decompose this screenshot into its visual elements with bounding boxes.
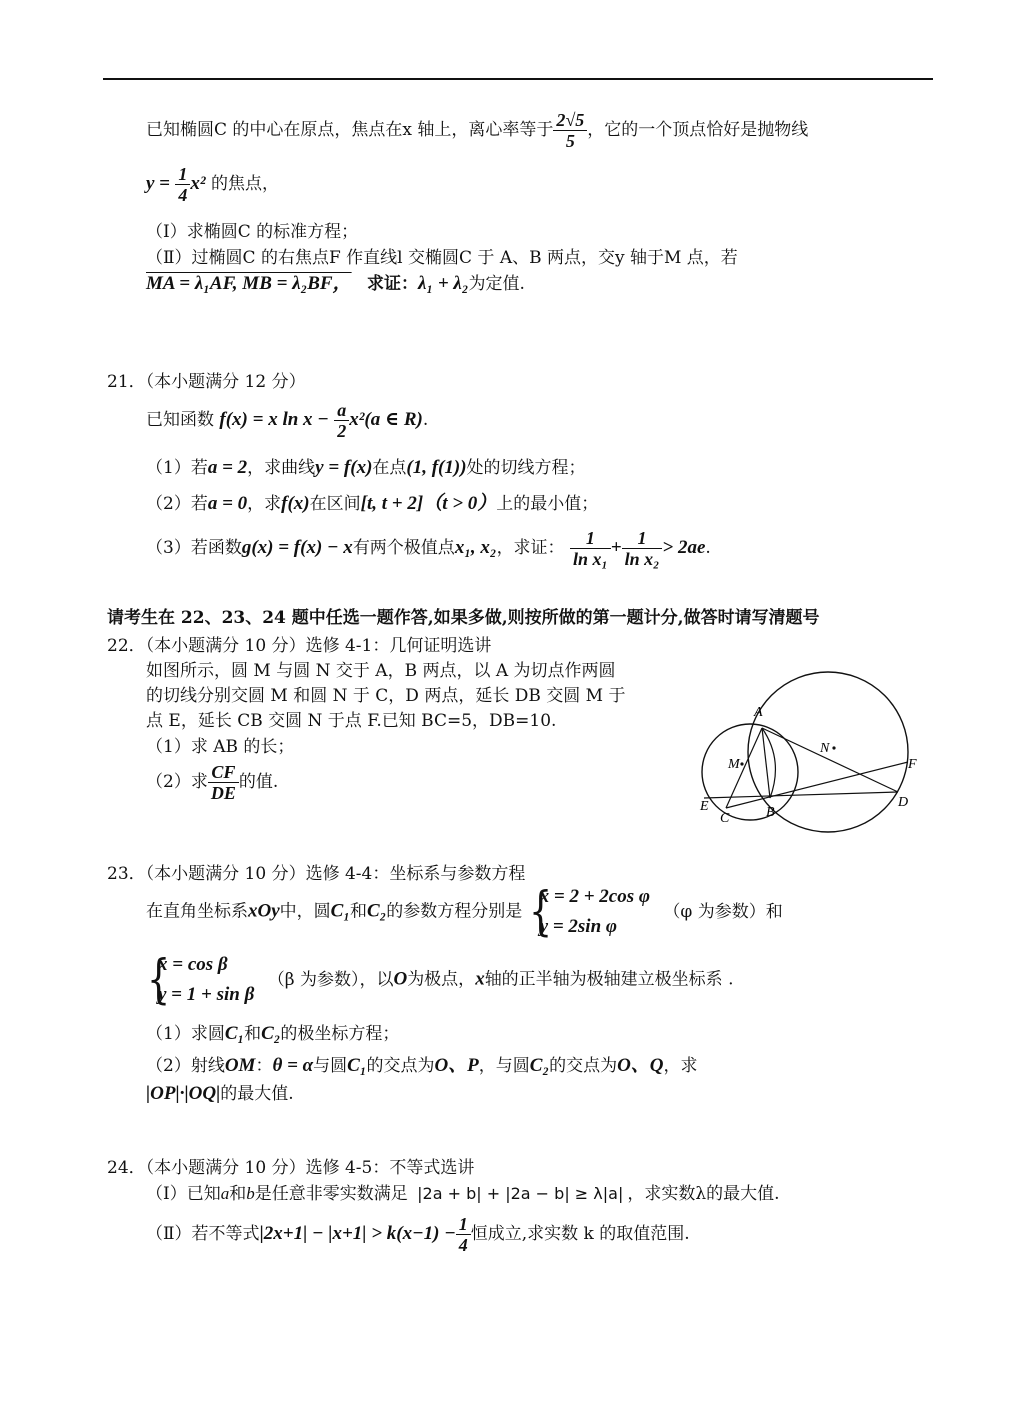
q24-s2-tail: 恒成立,求实数 k 的取值范围. <box>470 1224 690 1244</box>
q22-line3: 点 E，延长 CB 交圆 N 于点 F.已知 BC=5，DB=10. <box>146 711 557 731</box>
s1-at: 在点 <box>372 458 407 478</box>
q23-s1-c1: C₁ <box>224 1023 245 1044</box>
de-den: DE <box>210 783 236 803</box>
segment-cf <box>726 762 908 808</box>
q23-s2-mid1: 与圆 <box>313 1056 348 1076</box>
origin-o: O <box>393 968 408 990</box>
q24-a: a <box>220 1184 230 1203</box>
s3-n2: 1 <box>622 528 663 549</box>
cf-num: CF <box>208 762 239 783</box>
q23-s2-mid4: 的交点为 <box>549 1056 618 1076</box>
q23-header: 23．（本小题满分 10 分）选修 4-4：坐标系与参数方程 <box>107 864 526 884</box>
s3-frac1 <box>570 528 611 569</box>
s3-pre: （3）若函数 <box>146 538 242 558</box>
two-circles-figure <box>690 660 930 840</box>
q23-s2-tail: ，求 <box>663 1056 698 1076</box>
theta-alpha: θ = α <box>272 1055 314 1076</box>
s2-cond: （t > 0） <box>423 493 497 514</box>
q23-s2-c1: C₁ <box>347 1055 367 1076</box>
ecc-numerator: 2√5 <box>553 110 587 131</box>
label-m: M <box>728 757 740 772</box>
ray-om: OM <box>224 1055 256 1076</box>
parabola-tail: 的焦点， <box>205 174 280 194</box>
q22-sub1: （1）求 AB 的长； <box>146 737 295 757</box>
eccentricity-fraction <box>553 110 587 151</box>
segment-ad <box>762 728 898 792</box>
q23-l1-mid2: 的参数方程分别是 <box>386 901 523 922</box>
s1-pre: （1）若 <box>146 458 208 478</box>
q23-s1-c2: C₂ <box>261 1023 281 1044</box>
s2-a: a = 0 <box>207 493 248 514</box>
s2-interval: [t, t + 2] <box>360 493 424 514</box>
op-oq-product: |OP|·|OQ| <box>146 1083 221 1104</box>
q24-s2-lhs: |2x+1| − |x+1| > k(x−1) − <box>259 1223 456 1244</box>
prove-label: 求证： <box>367 274 419 294</box>
label-d: D <box>898 795 909 810</box>
s3-rhs: > 2ae <box>662 537 706 558</box>
q24-header: 24．（本小题满分 10 分）选修 4-5：不等式选讲 <box>107 1158 475 1178</box>
q20-tail: 为定值. <box>468 274 525 294</box>
s1-tail: 处的切线方程； <box>466 458 586 478</box>
lambda-sum: λ₁ + λ₂ <box>418 273 469 294</box>
q23-line1 <box>146 882 783 942</box>
func-lhs: f(x) = x ln x − <box>219 409 329 430</box>
q20-part2-formula-line <box>146 272 525 296</box>
sys2-row1: { x = cos β <box>158 954 228 975</box>
q23-l1-mid1: 中，圆 <box>279 901 331 922</box>
parab-den: 4 <box>178 185 188 205</box>
q23-sub2 <box>146 1054 698 1078</box>
func-fraction <box>334 400 349 441</box>
system-1 <box>528 882 650 942</box>
q22-s2-tail: 的值. <box>238 772 279 792</box>
top-rule <box>103 78 933 80</box>
q24-and: 和 <box>229 1184 247 1204</box>
label-c: C <box>720 811 730 826</box>
func-num: a <box>334 400 349 421</box>
q23-sub1 <box>146 1022 399 1046</box>
q23-l2-mid: 为极点， <box>407 969 476 990</box>
q24-fraction <box>456 1214 471 1255</box>
label-f: F <box>908 757 917 772</box>
sys2-row2: y = 1 + sin β <box>158 984 255 1005</box>
q24-sub2 <box>146 1214 690 1255</box>
s3-prove: ，求证： <box>496 538 565 558</box>
parabola-lhs: y = <box>146 173 171 194</box>
label-e: E <box>700 799 709 814</box>
q23-and: 和 <box>349 901 367 922</box>
xoy: xOy <box>248 900 280 922</box>
s3-d1: ln x₁ <box>572 549 608 569</box>
func-den: 2 <box>337 421 347 441</box>
ecc-denominator: 5 <box>565 131 575 151</box>
parabola-fraction <box>175 164 190 205</box>
q22-sub2 <box>146 762 278 803</box>
q21-sub2 <box>146 492 598 516</box>
q22-s2-pre: （2）求 <box>146 772 208 792</box>
q23-s2-c2: C₂ <box>529 1055 550 1076</box>
q24-inequality: |2a + b| + |2a − b| ≥ λ|a| <box>417 1184 624 1203</box>
q23-s2-mid3: ，与圆 <box>478 1056 530 1076</box>
points-oq: O、Q <box>617 1055 664 1076</box>
q20-line2 <box>146 164 279 205</box>
q21-function-line <box>146 400 428 441</box>
s1-point: (1, f(1)) <box>406 457 467 478</box>
q23-s1-pre: （1）求圆 <box>146 1024 225 1044</box>
q20-intro: 已知椭圆C 的中心在原点，焦点在x 轴上，离心率等于 <box>146 120 554 140</box>
parab-num: 1 <box>175 164 190 185</box>
s3-g: g(x) = f(x) − x <box>241 537 353 558</box>
func-end: . <box>422 410 429 430</box>
s3-points: x₁, x₂ <box>454 537 497 558</box>
q23-l1-pre: 在直角坐标系 <box>146 901 248 922</box>
q23-s1-and: 和 <box>244 1024 262 1044</box>
q20-part1: （Ⅰ）求椭圆C 的标准方程； <box>146 222 359 242</box>
s2-tail: 上的最小值； <box>496 494 599 514</box>
q24-s1-tail: ，求实数λ的最大值. <box>627 1184 780 1204</box>
s3-n1: 1 <box>570 528 611 549</box>
q23-s2-mid2: 的交点为 <box>366 1056 435 1076</box>
points-op: O、P <box>434 1055 479 1076</box>
sys1-row2: y = 2sin φ <box>539 916 618 937</box>
s3-frac2 <box>622 528 663 569</box>
s1-mid: ，求曲线 <box>247 458 316 478</box>
q23-s2-end: 的最大值. <box>220 1084 294 1104</box>
q20-part2: （Ⅱ）过椭圆C 的右焦点F 作直线l 交椭圆C 于 A、B 两点，交y 轴于M 点，若 <box>146 248 738 268</box>
s3-plus: + <box>610 537 622 558</box>
q23-sub2-cont <box>146 1082 294 1106</box>
s3-end: . <box>705 538 711 558</box>
q23-colon: ： <box>255 1056 273 1076</box>
q23-param2: （β 为参数），以 <box>267 969 394 990</box>
sys1-row1: { x = 2 + 2cos φ <box>539 886 651 907</box>
vector-formula: MA = λ₁AF, MB = λ₂BF， <box>146 273 352 294</box>
cf-de-fraction <box>208 762 239 803</box>
func-rhs: x²(a ∈ R) <box>349 409 423 430</box>
parabola-rhs: x² <box>190 173 206 194</box>
q23-s2-pre: （2）射线 <box>146 1056 225 1076</box>
s2-mid: ，求 <box>247 494 282 514</box>
q23-line2 <box>146 950 734 1010</box>
c1: C₁ <box>330 900 350 922</box>
q22-header: 22．（本小题满分 10 分）选修 4-1：几何证明选讲 <box>107 636 492 656</box>
center-n-dot <box>832 746 835 749</box>
label-a: A <box>754 705 763 720</box>
q23-s1-tail: 的极坐标方程； <box>280 1024 400 1044</box>
q21-sub1 <box>146 456 586 480</box>
q22-line1: 如图所示，圆 M 与圆 N 交于 A，B 两点，以 A 为切点作两圆 <box>146 661 616 681</box>
s1-curve: y = f(x) <box>315 457 373 478</box>
s2-in: 在区间 <box>309 494 361 514</box>
s1-a: a = 2 <box>207 457 248 478</box>
q24-s1-mid: 是任意非零实数满足 <box>254 1184 408 1204</box>
s3-mid: 有两个极值点 <box>352 538 455 558</box>
q20-intro-tail: ，它的一个顶点恰好是抛物线 <box>587 120 809 140</box>
s3-d2: ln x₂ <box>624 549 660 569</box>
q21-header: 21．（本小题满分 12 分） <box>107 372 306 392</box>
system-2 <box>146 950 254 1010</box>
q23-param1: （φ 为参数）和 <box>663 901 783 922</box>
label-b: B <box>766 805 775 820</box>
q24-s1-pre: （Ⅰ）已知 <box>146 1184 221 1204</box>
q24-sub1 <box>146 1182 780 1206</box>
q20-line1 <box>146 110 808 151</box>
q24-num: 1 <box>456 1214 471 1235</box>
axis-x: x <box>475 968 485 990</box>
q22-line2: 的切线分别交圆 M 和圆 N 于 C，D 两点，延长 DB 交圆 M 于 <box>146 686 626 706</box>
q23-l2-tail: 轴的正半轴为极轴建立极坐标系 . <box>484 969 734 990</box>
c2: C₂ <box>366 900 387 922</box>
q24-s2-pre: （Ⅱ）若不等式 <box>146 1224 260 1244</box>
center-m-dot <box>740 762 743 765</box>
q21-intro: 已知函数 <box>146 410 214 430</box>
q24-b: b <box>246 1184 255 1203</box>
selection-notice: 请考生在 22、23、24 题中任选一题作答,如果多做,则按所做的第一题计分,做答时请写清题号 <box>107 608 820 628</box>
q24-den: 4 <box>458 1235 468 1255</box>
q21-sub3 <box>146 528 711 569</box>
s2-pre: （2）若 <box>146 494 208 514</box>
label-n: N <box>820 741 830 756</box>
s2-f: f(x) <box>281 493 310 514</box>
